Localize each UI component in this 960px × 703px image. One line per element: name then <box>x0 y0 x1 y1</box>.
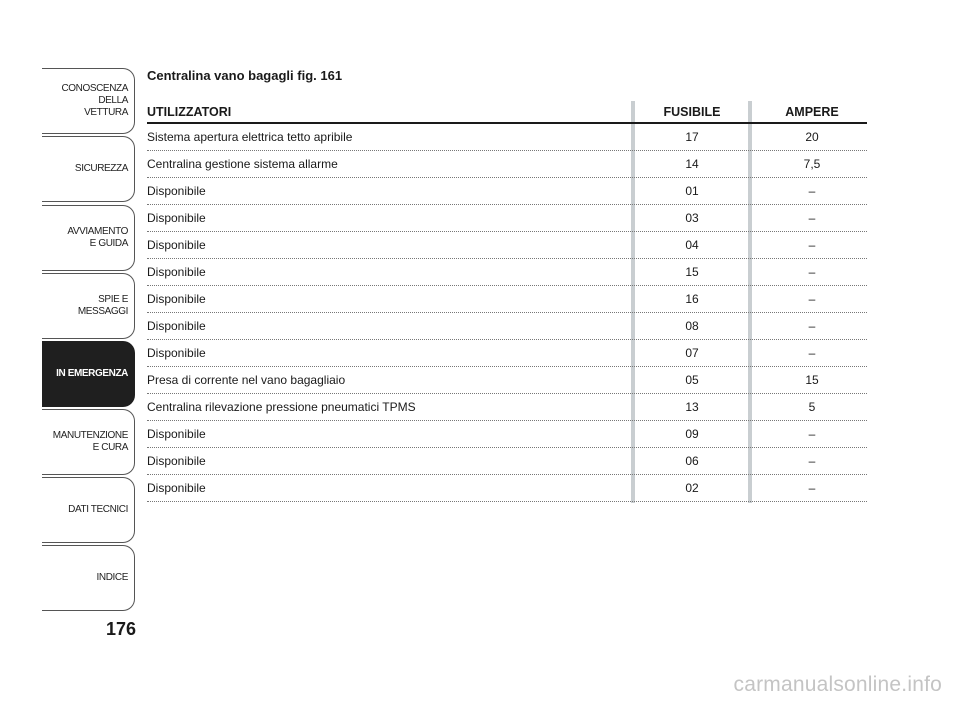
table-row <box>147 124 867 151</box>
table-row <box>147 151 867 178</box>
cell-ampere: – <box>808 454 816 468</box>
cell-fusibile: 05 <box>685 373 699 387</box>
cell-fusibile: 02 <box>685 481 699 495</box>
cell-ampere: – <box>808 211 816 225</box>
cell-fusibile: 17 <box>685 130 699 144</box>
cell-fusibile: 03 <box>685 211 699 225</box>
cell-utilizzatore: Disponibile <box>147 265 206 279</box>
header-fusibile: FUSIBILE <box>663 105 721 119</box>
cell-fusibile: 06 <box>685 454 699 468</box>
cell-ampere: 5 <box>808 400 816 414</box>
table-row <box>147 448 867 475</box>
cell-ampere: – <box>808 346 816 360</box>
table-row <box>147 232 867 259</box>
cell-utilizzatore: Sistema apertura elettrica tetto apribile <box>147 130 353 144</box>
table-row <box>147 394 867 421</box>
table-row <box>147 259 867 286</box>
cell-fusibile: 13 <box>685 400 699 414</box>
table-header <box>147 101 867 124</box>
fuse-table <box>147 101 867 502</box>
cell-utilizzatore: Disponibile <box>147 481 206 495</box>
table-row <box>147 340 867 367</box>
cell-utilizzatore: Disponibile <box>147 454 206 468</box>
cell-utilizzatore: Centralina rilevazione pressione pneumatici TPMS <box>147 400 416 414</box>
page-number: 176 <box>105 619 136 639</box>
tab-in-emergenza[interactable]: IN EMERGENZA <box>42 341 135 407</box>
tab-avviamento-e-guida[interactable]: AVVIAMENTO E GUIDA <box>42 205 135 271</box>
tab-conoscenza-della-vettura[interactable]: CONOSCENZA DELLA VETTURA <box>42 68 135 134</box>
tab-indice[interactable]: INDICE <box>42 545 135 611</box>
cell-ampere: – <box>808 292 816 306</box>
cell-fusibile: 16 <box>685 292 699 306</box>
cell-ampere: 20 <box>805 130 819 144</box>
tab-spie-e-messaggi[interactable]: SPIE E MESSAGGI <box>42 273 135 339</box>
table-row <box>147 286 867 313</box>
cell-fusibile: 08 <box>685 319 699 333</box>
header-utilizzatori: UTILIZZATORI <box>147 105 232 119</box>
cell-ampere: – <box>808 481 816 495</box>
table-row <box>147 475 867 502</box>
cell-ampere: 7,5 <box>803 157 821 171</box>
cell-ampere: – <box>808 427 816 441</box>
header-ampere: AMPERE <box>785 105 839 119</box>
cell-utilizzatore: Presa di corrente nel vano bagagliaio <box>147 373 346 387</box>
cell-ampere: – <box>808 319 816 333</box>
cell-fusibile: 09 <box>685 427 699 441</box>
cell-fusibile: 07 <box>685 346 699 360</box>
cell-utilizzatore: Centralina gestione sistema allarme <box>147 157 338 171</box>
cell-utilizzatore: Disponibile <box>147 238 206 252</box>
watermark: carmanualsonline.info <box>733 673 942 696</box>
cell-utilizzatore: Disponibile <box>147 211 206 225</box>
cell-ampere: – <box>808 238 816 252</box>
tab-manutenzione-e-cura[interactable]: MANUTENZIONE E CURA <box>42 409 135 475</box>
table-row <box>147 178 867 205</box>
cell-ampere: 15 <box>805 373 819 387</box>
cell-utilizzatore: Disponibile <box>147 346 206 360</box>
cell-fusibile: 04 <box>685 238 699 252</box>
table-row <box>147 367 867 394</box>
tab-sicurezza[interactable]: SICUREZZA <box>42 136 135 202</box>
cell-utilizzatore: Disponibile <box>147 184 206 198</box>
cell-ampere: – <box>808 184 816 198</box>
page-title: Centralina vano bagagli fig. 161 <box>147 68 343 83</box>
tab-dati-tecnici[interactable]: DATI TECNICI <box>42 477 135 543</box>
table-row <box>147 313 867 340</box>
cell-utilizzatore: Disponibile <box>147 427 206 441</box>
table-row <box>147 205 867 232</box>
table-row <box>147 421 867 448</box>
cell-utilizzatore: Disponibile <box>147 319 206 333</box>
cell-fusibile: 01 <box>685 184 699 198</box>
cell-ampere: – <box>808 265 816 279</box>
cell-fusibile: 14 <box>685 157 699 171</box>
cell-fusibile: 15 <box>685 265 699 279</box>
cell-utilizzatore: Disponibile <box>147 292 206 306</box>
